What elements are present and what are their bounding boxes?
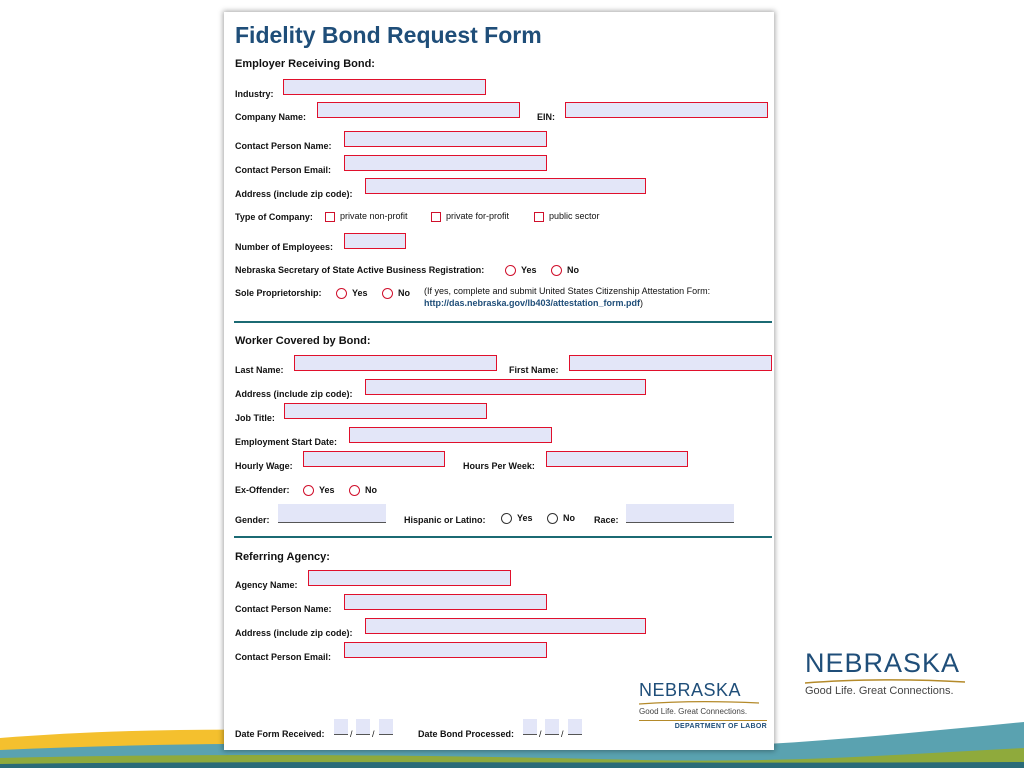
agency-address-label: Address (include zip code): xyxy=(235,628,353,638)
agency-name-input[interactable] xyxy=(308,570,511,586)
section-divider xyxy=(234,321,772,323)
gender-input[interactable] xyxy=(278,504,386,523)
agency-contact-name-label: Contact Person Name: xyxy=(235,604,332,614)
ex-offender-no-radio[interactable] xyxy=(349,485,360,496)
employer-section-heading: Employer Receiving Bond: xyxy=(235,58,375,70)
registration-yes-label: Yes xyxy=(521,265,537,275)
hours-per-week-label: Hours Per Week: xyxy=(463,461,535,471)
contact-email-label: Contact Person Email: xyxy=(235,165,332,175)
nebraska-logo-large xyxy=(805,648,965,697)
date-processed-day[interactable] xyxy=(545,719,559,735)
private-for-profit-label: private for-profit xyxy=(446,211,510,221)
employer-contact-name-input[interactable] xyxy=(344,131,547,147)
date-processed-month[interactable] xyxy=(523,719,537,735)
employees-input[interactable] xyxy=(344,233,406,249)
company-name-input[interactable] xyxy=(317,102,520,118)
race-label: Race: xyxy=(594,515,619,525)
employer-contact-email-input[interactable] xyxy=(344,155,547,171)
hispanic-no-radio[interactable] xyxy=(547,513,558,524)
hispanic-label: Hispanic or Latino: xyxy=(404,515,486,525)
ex-offender-yes-radio[interactable] xyxy=(303,485,314,496)
last-name-input[interactable] xyxy=(294,355,497,371)
date-received-month[interactable] xyxy=(334,719,348,735)
company-name-label: Company Name: xyxy=(235,112,307,122)
date-received-label: Date Form Received: xyxy=(235,729,325,739)
ex-offender-label: Ex-Offender: xyxy=(235,485,290,495)
attestation-note-close: ) xyxy=(640,298,644,308)
registration-yes-radio[interactable] xyxy=(505,265,516,276)
logo-small-department: DEPARTMENT OF LABOR xyxy=(639,720,767,730)
hourly-wage-label: Hourly Wage: xyxy=(235,461,293,471)
worker-address-label: Address (include zip code): xyxy=(235,389,353,399)
date-slash: / xyxy=(372,729,375,739)
date-slash: / xyxy=(350,729,353,739)
attestation-link[interactable]: http://das.nebraska.gov/lb403/attestation_form.pdf xyxy=(424,298,641,308)
hispanic-no-label: No xyxy=(563,513,575,523)
private-non-profit-checkbox[interactable] xyxy=(325,212,335,222)
agency-name-label: Agency Name: xyxy=(235,580,298,590)
sole-yes-label: Yes xyxy=(352,288,368,298)
contact-name-label: Contact Person Name: xyxy=(235,141,332,151)
logo-small-tagline: Good Life. Great Connections. xyxy=(639,707,748,716)
job-title-input[interactable] xyxy=(284,403,487,419)
ein-label: EIN: xyxy=(537,112,555,122)
first-name-label: First Name: xyxy=(509,365,559,375)
registration-no-radio[interactable] xyxy=(551,265,562,276)
private-for-profit-checkbox[interactable] xyxy=(431,212,441,222)
public-sector-checkbox[interactable] xyxy=(534,212,544,222)
company-type-label: Type of Company: xyxy=(235,212,313,222)
logo-large-wordmark: NEBRASKA xyxy=(805,648,961,678)
agency-contact-email-label: Contact Person Email: xyxy=(235,652,332,662)
logo-small-swoosh-icon xyxy=(639,701,759,706)
logo-small-wordmark: NEBRASKA xyxy=(639,680,742,700)
attestation-note xyxy=(424,285,710,309)
date-processed-label: Date Bond Processed: xyxy=(418,729,515,739)
start-date-label: Employment Start Date: xyxy=(235,437,338,447)
ein-input[interactable] xyxy=(565,102,768,118)
agency-address-input[interactable] xyxy=(365,618,646,634)
sole-no-label: No xyxy=(398,288,410,298)
agency-section-heading: Referring Agency: xyxy=(235,551,330,563)
hourly-wage-input[interactable] xyxy=(303,451,445,467)
nebraska-logo-small xyxy=(639,680,767,730)
dark-wave xyxy=(0,762,1024,768)
first-name-input[interactable] xyxy=(569,355,772,371)
date-slash: / xyxy=(539,729,542,739)
public-sector-label: public sector xyxy=(549,211,600,221)
logo-large-tagline: Good Life. Great Connections. xyxy=(805,685,954,697)
industry-label: Industry: xyxy=(235,89,274,99)
sole-proprietorship-label: Sole Proprietorship: xyxy=(235,288,322,298)
race-input[interactable] xyxy=(626,504,734,523)
section-divider xyxy=(234,536,772,538)
hispanic-yes-radio[interactable] xyxy=(501,513,512,524)
registration-no-label: No xyxy=(567,265,579,275)
employees-label: Number of Employees: xyxy=(235,242,334,252)
agency-contact-name-input[interactable] xyxy=(344,594,547,610)
attestation-link-row xyxy=(424,297,710,309)
hispanic-yes-label: Yes xyxy=(517,513,533,523)
start-date-input[interactable] xyxy=(349,427,552,443)
ex-offender-no-label: No xyxy=(365,485,377,495)
private-non-profit-label: private non-profit xyxy=(340,211,408,221)
worker-address-input[interactable] xyxy=(365,379,646,395)
hours-per-week-input[interactable] xyxy=(546,451,688,467)
form-sheet xyxy=(224,12,774,750)
attestation-note-text: (If yes, complete and submit United States Citizenship Attestation Form: xyxy=(424,286,711,296)
date-received-year[interactable] xyxy=(379,719,393,735)
last-name-label: Last Name: xyxy=(235,365,284,375)
job-title-label: Job Title: xyxy=(235,413,275,423)
gender-label: Gender: xyxy=(235,515,270,525)
employer-address-label: Address (include zip code): xyxy=(235,189,353,199)
sole-yes-radio[interactable] xyxy=(336,288,347,299)
date-slash: / xyxy=(561,729,564,739)
agency-contact-email-input[interactable] xyxy=(344,642,547,658)
sole-no-radio[interactable] xyxy=(382,288,393,299)
ex-offender-yes-label: Yes xyxy=(319,485,335,495)
employer-address-input[interactable] xyxy=(365,178,646,194)
form-title: Fidelity Bond Request Form xyxy=(235,22,542,48)
date-processed-year[interactable] xyxy=(568,719,582,735)
registration-label: Nebraska Secretary of State Active Business Registration: xyxy=(235,265,485,275)
date-received-day[interactable] xyxy=(356,719,370,735)
industry-input[interactable] xyxy=(283,79,486,95)
worker-section-heading: Worker Covered by Bond: xyxy=(235,335,371,347)
